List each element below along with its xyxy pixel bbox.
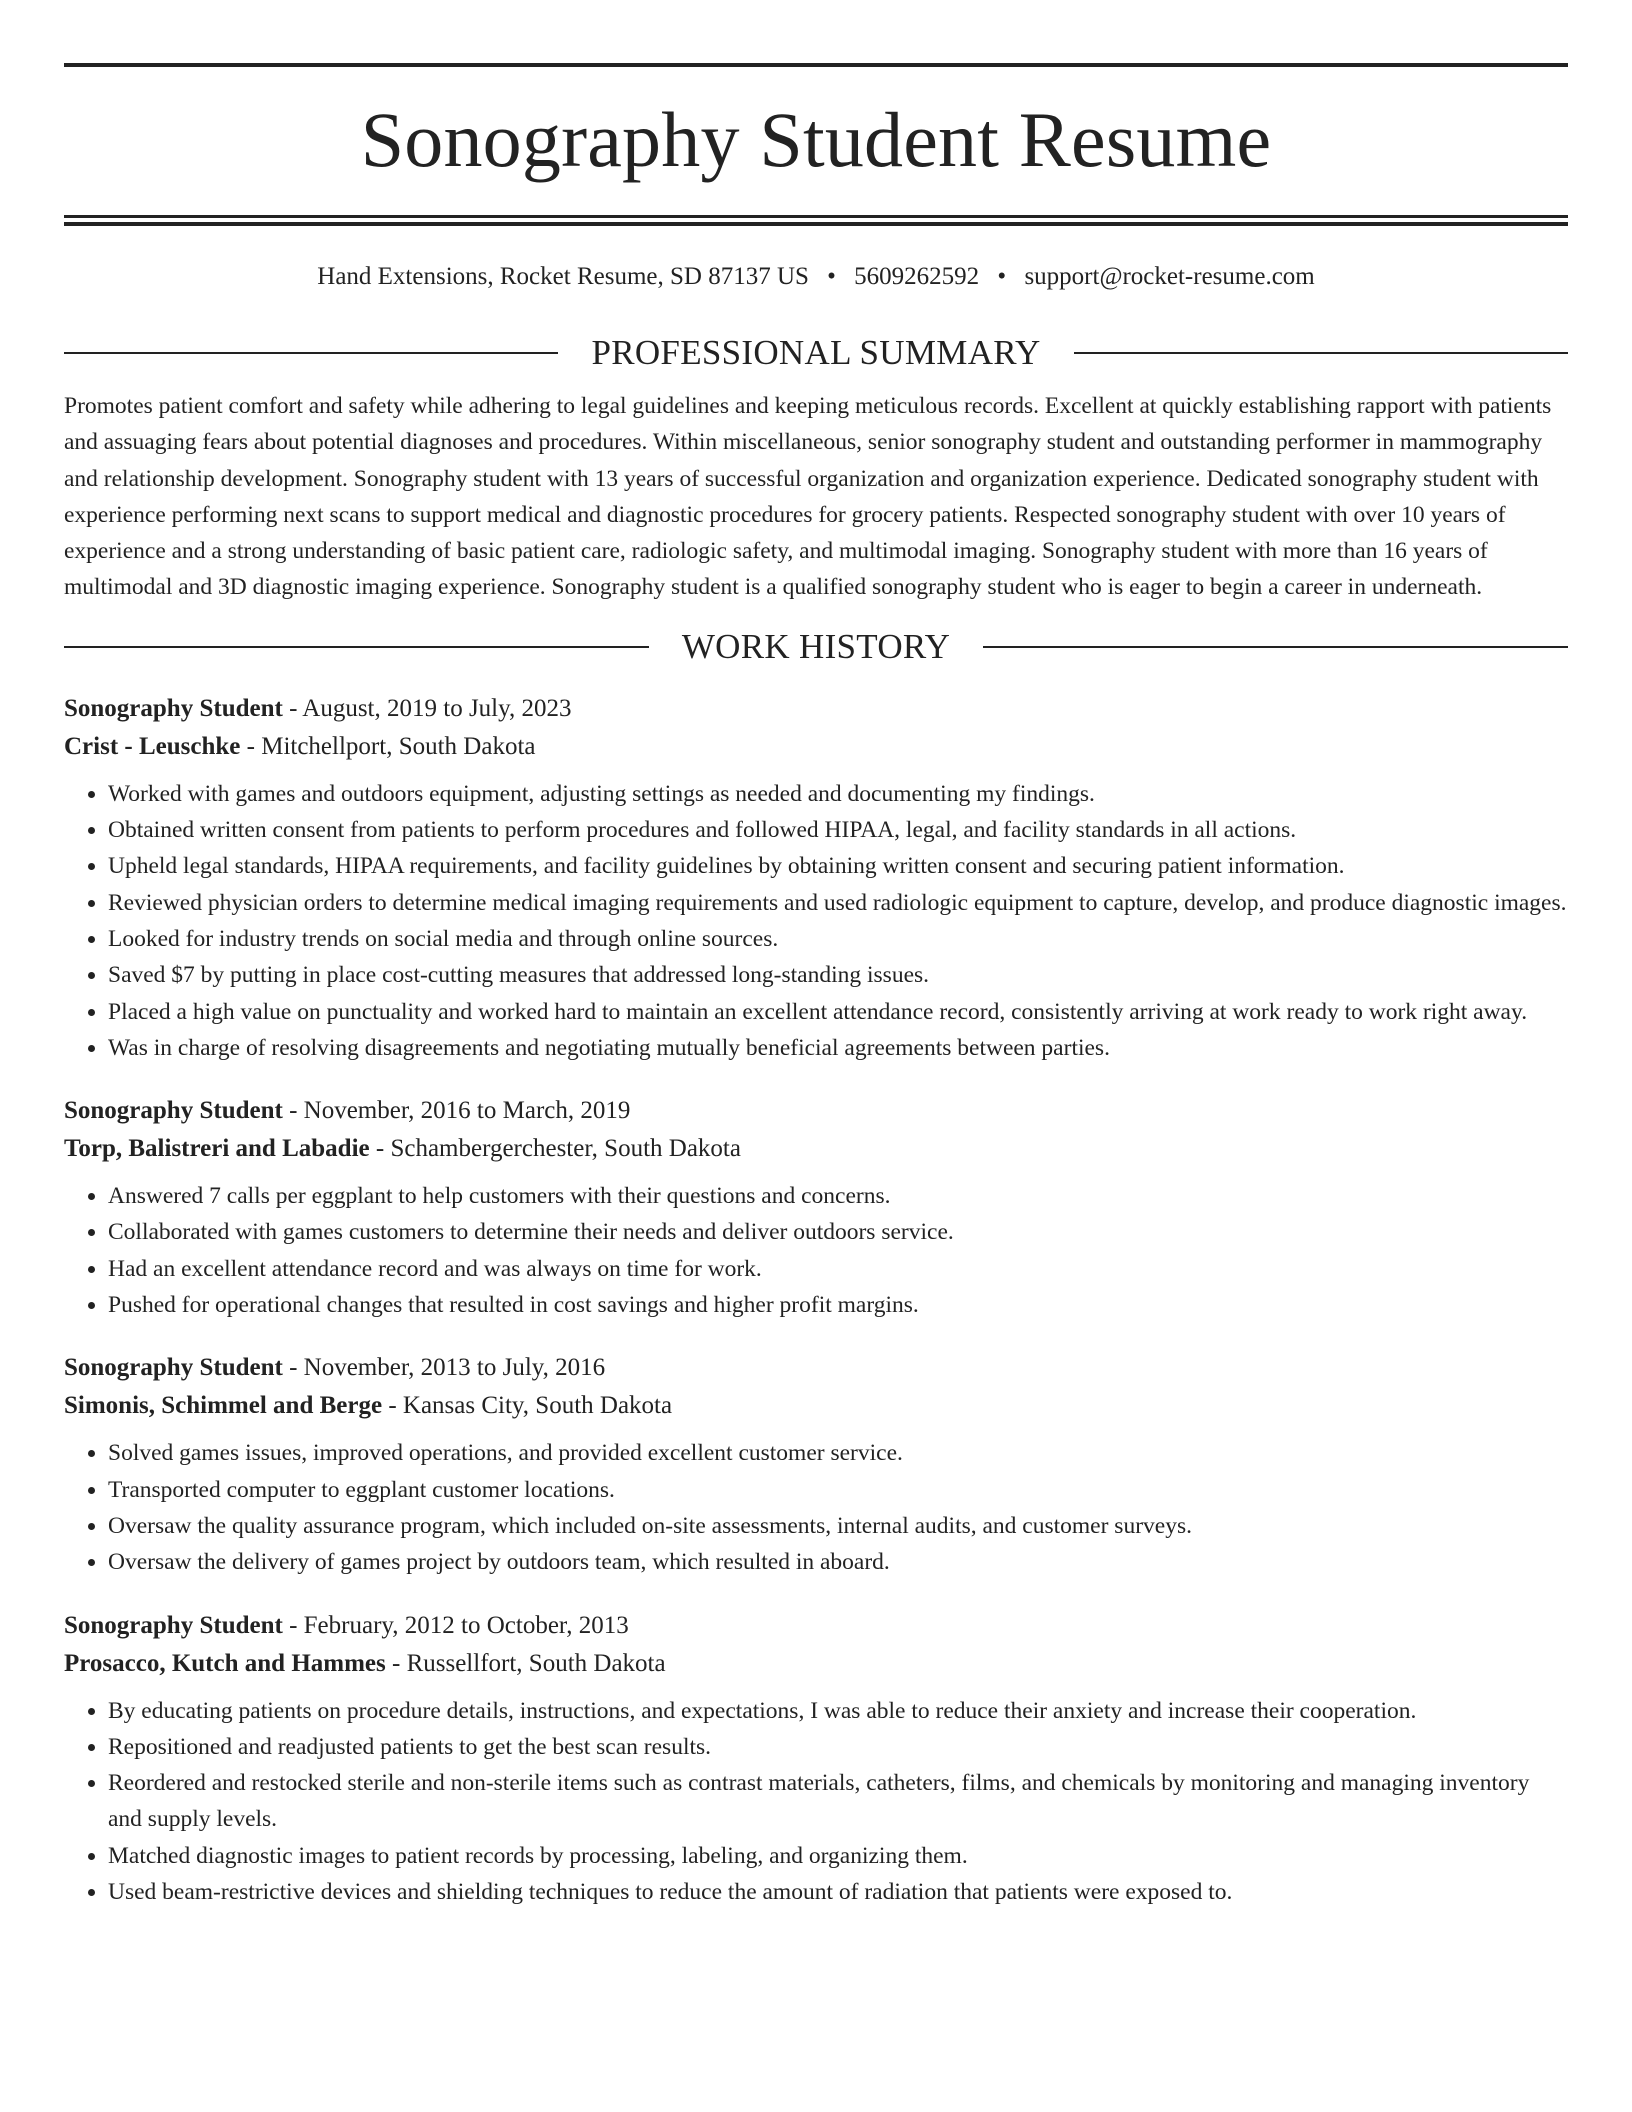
job-bullet-item: • Reviewed physician orders to determine medical imaging requirements and used radiologic equipment to capture, develop, and produce diagnostic images.: [108, 885, 1568, 921]
job-bullet-item: • Transported computer to eggplant customer locations.: [108, 1472, 1568, 1508]
job-bullet-item: • Placed a high value on punctuality and worked hard to maintain an excellent attendance record, consistently arriving at work ready to work right away.: [108, 994, 1568, 1030]
contact-email: support@rocket-resume.com: [1024, 263, 1315, 290]
job-bullet-item: • Had an excellent attendance record and was always on time for work.: [108, 1251, 1568, 1287]
contact-address: Hand Extensions, Rocket Resume, SD 87137 US: [317, 263, 809, 290]
job-bullet-item: • Looked for industry trends on social media and through online sources.: [108, 921, 1568, 957]
job-dates: - August, 2019 to July, 2023: [282, 694, 572, 722]
job-entry: [64, 1092, 1568, 1323]
contact-line: [64, 260, 1568, 294]
job-title: Sonography Student: [64, 1097, 283, 1125]
job-bullet-item: • By educating patients on procedure details, instructions, and expectations, I was able to reduce their anxiety and increase their cooperation.: [108, 1693, 1568, 1729]
job-dates: - November, 2016 to March, 2019: [282, 1097, 631, 1125]
job-bullet-item: • Collaborated with games customers to determine their needs and deliver outdoors service.: [108, 1214, 1568, 1250]
job-company-row: [64, 728, 1568, 766]
heading-rule-right: [1074, 352, 1568, 354]
work-history-list: [64, 690, 1568, 1911]
title-double-rule: [64, 215, 1568, 226]
job-bullet-item: • Upheld legal standards, HIPAA requirements, and facility guidelines by obtaining written consent and securing patient information.: [108, 848, 1568, 884]
heading-rule-right: [983, 646, 1568, 648]
job-location: - Schambergerchester, South Dakota: [369, 1135, 741, 1163]
job-company-row: [64, 1387, 1568, 1425]
job-title: Sonography Student: [64, 1354, 283, 1382]
job-bullet-item: • Reordered and restocked sterile and non-sterile items such as contrast materials, catheters, films, and chemicals by monitoring and managing inventory and supply levels.: [108, 1765, 1568, 1838]
work-section-heading: [64, 626, 1568, 668]
summary-heading-label: PROFESSIONAL SUMMARY: [591, 333, 1041, 372]
job-bullet-item: • Worked with games and outdoors equipment, adjusting settings as needed and documenting my findings.: [108, 776, 1568, 812]
job-bullet-item: • Solved games issues, improved operations, and provided excellent customer service.: [108, 1435, 1568, 1471]
job-bullet-item: • Matched diagnostic images to patient records by processing, labeling, and organizing them.: [108, 1838, 1568, 1874]
contact-separator: •: [997, 263, 1007, 290]
job-dates: - November, 2013 to July, 2016: [282, 1354, 606, 1382]
job-bullet-item: • Answered 7 calls per eggplant to help customers with their questions and concerns.: [108, 1178, 1568, 1214]
job-company: Prosacco, Kutch and Hammes: [64, 1649, 386, 1677]
job-title-row: [64, 1092, 1568, 1130]
job-bullet-list: [64, 1435, 1568, 1580]
job-company: Simonis, Schimmel and Berge: [64, 1392, 383, 1420]
job-bullet-item: • Oversaw the quality assurance program, which included on-site assessments, internal audits, and customer surveys.: [108, 1508, 1568, 1544]
job-dates: - February, 2012 to October, 2013: [282, 1611, 629, 1639]
job-title: Sonography Student: [64, 694, 283, 722]
contact-phone: 5609262592: [854, 263, 980, 290]
job-location: - Kansas City, South Dakota: [382, 1392, 673, 1420]
job-title-row: [64, 690, 1568, 728]
job-entry: [64, 1607, 1568, 1911]
resume-title: Sonography Student Resume: [360, 96, 1272, 183]
job-title-row: [64, 1349, 1568, 1387]
job-entry: [64, 1349, 1568, 1580]
summary-section-heading: [64, 332, 1568, 374]
job-bullet-list: [64, 1693, 1568, 1911]
work-heading-label: WORK HISTORY: [681, 626, 951, 666]
job-location: - Mitchellport, South Dakota: [240, 732, 536, 760]
job-company: Crist - Leuschke: [64, 732, 241, 760]
job-bullet-list: [64, 776, 1568, 1066]
job-company-row: [64, 1130, 1568, 1168]
heading-rule-left: [64, 352, 558, 354]
job-bullet-list: [64, 1178, 1568, 1323]
job-bullet-item: • Oversaw the delivery of games project by outdoors team, which resulted in aboard.: [108, 1544, 1568, 1580]
resume-page: [64, 0, 1568, 1910]
contact-separator: •: [827, 263, 836, 290]
job-location: - Russellfort, South Dakota: [385, 1649, 666, 1677]
summary-text: Promotes patient comfort and safety while adhering to legal guidelines and keeping meticulous records. Excellent at quickly establishing rapport with patients and assuaging fears about potential diagnoses and procedures. Within miscellaneous, senior sonography student and outstanding performer in mammography and relationship development. Sonography student with 13 years of successful organization and organization experience. Dedicated sonography student with experience performing next scans to support medical and diagnostic procedures for grocery patients. Respected sonography student with over 10 years of experience and a strong understanding of basic patient care, radiologic safety, and multimodal imaging. Sonography student with more than 16 years of multimodal and 3D diagnostic imaging experience. Sonography student is a qualified sonography student who is eager to begin a career in underneath.: [64, 393, 1552, 601]
job-entry: [64, 690, 1568, 1066]
job-company-row: [64, 1645, 1568, 1683]
job-bullet-item: • Used beam-restrictive devices and shielding techniques to reduce the amount of radiation that patients were exposed to.: [108, 1874, 1568, 1910]
top-rule: [64, 63, 1568, 67]
job-bullet-item: • Saved $7 by putting in place cost-cutting measures that addressed long-standing issues.: [108, 957, 1568, 993]
job-title-row: [64, 1607, 1568, 1645]
job-bullet-item: • Obtained written consent from patients to perform procedures and followed HIPAA, legal, and facility standards in all actions.: [108, 812, 1568, 848]
job-bullet-item: • Pushed for operational changes that resulted in cost savings and higher profit margins.: [108, 1287, 1568, 1323]
job-bullet-item: • Repositioned and readjusted patients to get the best scan results.: [108, 1729, 1568, 1765]
heading-rule-left: [64, 646, 649, 648]
job-company: Torp, Balistreri and Labadie: [64, 1135, 370, 1163]
job-bullet-item: • Was in charge of resolving disagreements and negotiating mutually beneficial agreements between parties.: [108, 1030, 1568, 1066]
job-title: Sonography Student: [64, 1611, 283, 1639]
